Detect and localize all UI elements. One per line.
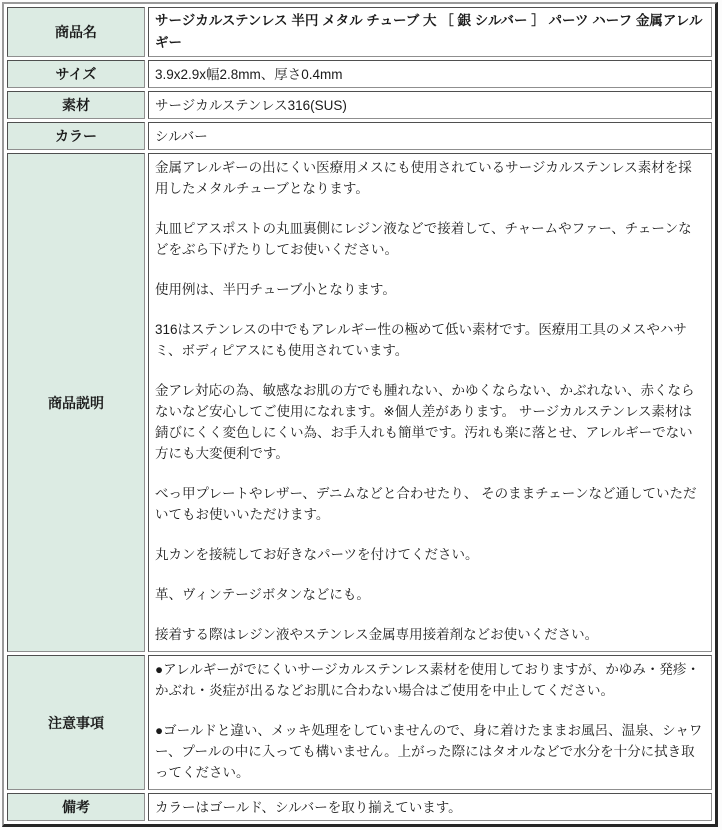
- description-paragraph: べっ甲プレートやレザー、デニムなどと合わせたり、 そのままチェーンなど通していただいてもお使いいただけます。: [155, 486, 697, 522]
- value-material: サージカルステンレス316(SUS): [148, 91, 712, 119]
- value-notes: カラーはゴールド、シルバーを取り揃えています。: [148, 793, 712, 821]
- value-color: シルバー: [148, 122, 712, 150]
- row-product-name: [7, 7, 712, 57]
- description-paragraph: 316はステンレスの中でもアレルギー性の極めて低い素材です。医療用工具のメスやハサミ、ボディピアスにも使用されています。: [155, 322, 687, 358]
- row-size: [7, 60, 712, 88]
- description-paragraph: 丸皿ピアスポストの丸皿裏側にレジン液などで接着して、チャームやファー、チェーンなどをぶら下げたりしてお使いください。: [155, 221, 692, 257]
- label-product-name: 商品名: [7, 7, 145, 57]
- row-description: [7, 153, 712, 652]
- label-material: 素材: [7, 91, 145, 119]
- value-cautions: [148, 655, 712, 790]
- row-material: [7, 91, 712, 119]
- product-spec-table: [4, 4, 715, 824]
- row-color: [7, 122, 712, 150]
- description-paragraph: 丸カンを接続してお好きなパーツを付けてください。: [155, 547, 479, 562]
- label-description: 商品説明: [7, 153, 145, 652]
- caution-paragraph: ●ゴールドと違い、メッキ処理をしていませんので、身に着けたままお風呂、温泉、シャワー、プールの中に入っても構いません。上がった際にはタオルなどで水分を十分に拭き取ってください。: [155, 723, 703, 780]
- row-cautions: [7, 655, 712, 790]
- value-description: [148, 153, 712, 652]
- value-size: 3.9x2.9x幅2.8mm、厚さ0.4mm: [148, 60, 712, 88]
- label-size: サイズ: [7, 60, 145, 88]
- description-paragraph: 金属アレルギーの出にくい医療用メスにも使用されているサージカルステンレス素材を採用したメタルチューブとなります。: [155, 160, 692, 196]
- description-paragraph: 接着する際はレジン液やステンレス金属専用接着剤などお使いください。: [155, 627, 599, 642]
- description-paragraph: 革、ヴィンテージボタンなどにも。: [155, 587, 370, 602]
- caution-paragraph: ●アレルギーがでにくいサージカルステンレス素材を使用しておりますが、かゆみ・発疹・かぶれ・炎症が出るなどお肌に合わない場合はご使用を中止してください。: [155, 662, 700, 698]
- value-product-name: サージカルステンレス 半円 メタル チューブ 大 ［ 銀 シルバー ］ パーツ ハーフ 金属アレルギー: [148, 7, 712, 57]
- label-color: カラー: [7, 122, 145, 150]
- description-paragraph: 金アレ対応の為、敏感なお肌の方でも腫れない、かゆくならない、かぶれない、赤くならないなど安心してご使用になれます。※個人差があります。 サージカルステンレス素材は錆びにくく変色しにくい為、お手入れも簡単です。汚れも楽に落とせ、アレルギーでない方にも大変便利です。: [155, 383, 695, 461]
- description-paragraph: 使用例は、半円チューブ小となります。: [155, 282, 396, 297]
- label-cautions: 注意事項: [7, 655, 145, 790]
- product-spec-table-frame: [2, 2, 718, 827]
- label-notes: 備考: [7, 793, 145, 821]
- row-notes: [7, 793, 712, 821]
